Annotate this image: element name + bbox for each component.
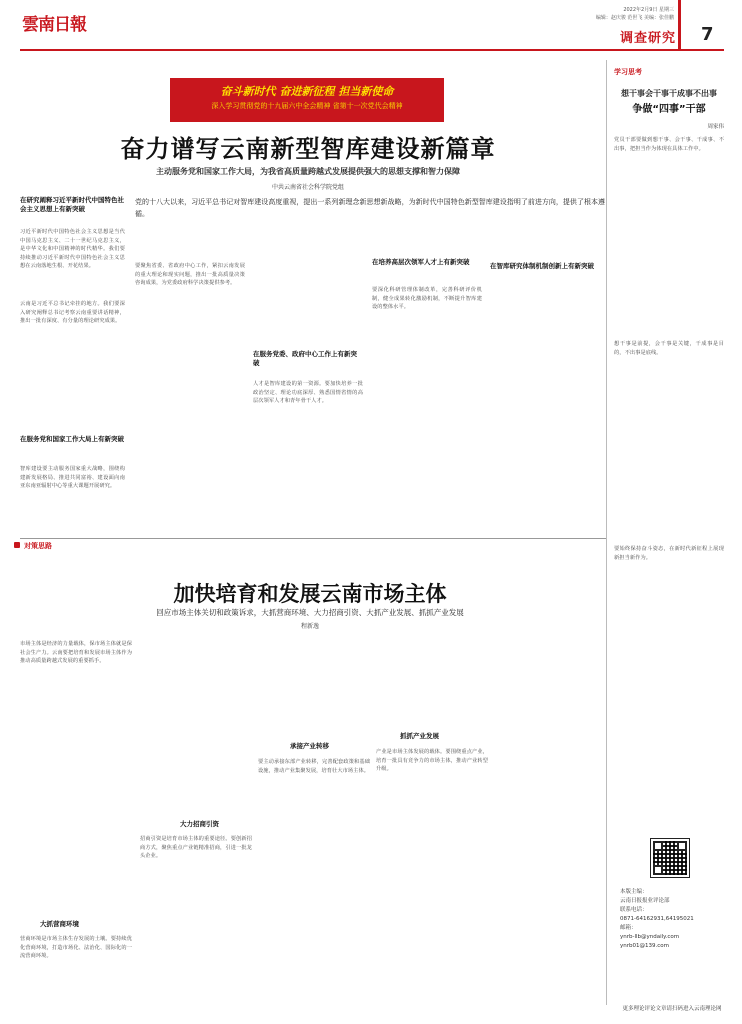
- issue-editors: 编辑：赵庆骏 范世飞 美编：张佳鹏: [595, 15, 674, 21]
- heading-1-3: 在服务党委、政府中心工作上有新突破: [253, 350, 357, 367]
- byline-2: 程新逸: [300, 623, 319, 630]
- paragraph-2-5: 产业是市场主体发展的载体。要围绕重点产业，培育一批具有竞争力的市场主体，推动产业转型升级。: [376, 749, 488, 772]
- section-accent-bar: [678, 0, 681, 50]
- paragraph-2-3: 招商引资是培育市场主体的重要途径。要创新招商方式，聚焦重点产业链精准招商，引进一批龙头企业。: [140, 836, 252, 859]
- subheadline-1: 主动服务党和国家工作大局，为我省高质量跨越式发展提供强大的思想支撑和智力保障: [156, 167, 460, 176]
- qr-corner: [653, 865, 663, 875]
- headline-1: 奋力谱写云南新型智库建设新篇章: [120, 134, 496, 163]
- heading-2-2: 大力招商引资: [180, 820, 219, 828]
- qr-corner: [653, 841, 663, 851]
- theme-banner-line2: 深入学习贯彻党的十九届六中全会精神 省第十一次党代会精神: [211, 102, 403, 110]
- heading-2-3: 承接产业转移: [290, 742, 329, 750]
- paragraph-2-2: 营商环境是市场主体生存发展的土壤。要持续优化营商环境，打造市场化、法治化、国际化的一流营商环境。: [20, 936, 132, 959]
- contact-label-phone: 联系电话：: [620, 907, 648, 913]
- sidebar-byline: 周家伟: [707, 124, 724, 130]
- sidebar-tag: 学习思考: [614, 68, 642, 76]
- heading-1-4: 在培养高层次领军人才上有新突破: [372, 258, 470, 266]
- paragraph-2-4: 要主动承接东部产业转移，完善配套政策和基础设施，推动产业集聚发展，培育壮大市场主体。: [258, 759, 370, 774]
- page-number: 7: [701, 24, 714, 45]
- sidebar-paragraph-2: 想干事是前提，会干事是关键，干成事是目的，不出事是底线。: [614, 341, 724, 356]
- theme-banner-line1: 奋斗新时代 奋进新征程 担当新使命: [220, 85, 394, 98]
- paragraph-1-6: 要深化科研管理体制改革，完善科研评价机制，健全成果转化激励机制，不断提升智库建设的整体水平。: [372, 287, 482, 310]
- heading-1-2: 在服务党和国家工作大局上有新突破: [20, 435, 124, 443]
- sidebar-title-small: 想干事会干事干成事不出事: [621, 89, 717, 98]
- contact-label-editor: 本版主编：: [620, 889, 648, 895]
- sidebar-title: 争做“四事”干部: [632, 104, 706, 115]
- paragraph-1-4: 要聚焦省委、省政府中心工作，紧扣云南发展的重大理论和现实问题，推出一批高质量决策咨询成果，为党委政府科学决策提供参考。: [135, 263, 245, 286]
- lead-paragraph: 党的十八大以来，习近平总书记对智库建设高度重视，提出一系列新理念新思想新战略，为新时代中国特色新型智库建设指明了前进方向，提供了根本遵循。: [135, 198, 605, 218]
- section-divider: [20, 538, 606, 539]
- headline-2: 加快培育和发展云南市场主体: [173, 581, 447, 606]
- subheadline-2: 回应市场主体关切和政策诉求，大抓营商环境、大力招商引资、大抓产业发展、抓抓产业发展: [156, 608, 464, 617]
- paragraph-1-1: 习近平新时代中国特色社会主义思想是当代中国马克思主义、二十一世纪马克思主义，是中华文化和中国精神的时代精华。我们要持续推动习近平新时代中国特色社会主义思想在云南落地生根、开花结果。: [20, 229, 125, 269]
- section-tag-marker: [14, 542, 20, 548]
- byline-1: 中共云南省社会科学院党组: [271, 184, 344, 191]
- qr-corner: [677, 841, 687, 851]
- sidebar-paragraph-3: 要始终保持奋斗姿态，在新时代新征程上展现新担当新作为。: [614, 546, 724, 561]
- header-rule: [20, 49, 724, 51]
- heading-2-1: 大抓营商环境: [40, 920, 79, 928]
- contact-editor: 云南日报报业评论部: [620, 898, 670, 904]
- contact-phone: 0871-64162931,64195021: [620, 916, 694, 922]
- contact-email-2[interactable]: ynrb01@139.com: [620, 943, 669, 949]
- contact-email-1[interactable]: ynrb-llb@yndaily.com: [620, 934, 680, 940]
- qr-code-icon[interactable]: [650, 838, 690, 878]
- paragraph-1-2: 云南是习近平总书记牵挂的地方。我们要深入研究阐释总书记考察云南重要讲话精神，推出一批有深度、有分量的理论研究成果。: [20, 301, 125, 324]
- contact-info: [620, 888, 724, 951]
- qr-caption: 更多理论评论文章请扫码进入云南理论网: [622, 1006, 722, 1012]
- heading-1-1: 在研究阐释习近平新时代中国特色社会主义思想上有新突破: [20, 196, 124, 213]
- heading-2-4: 抓抓产业发展: [400, 732, 439, 740]
- issue-date: 2022年2月9日 星期三: [623, 7, 674, 13]
- sidebar-paragraph-1: 党员干部要做到想干事、会干事、干成事、不出事，把担当作为体现在具体工作中。: [614, 137, 724, 152]
- section-title: 调查研究: [620, 31, 677, 46]
- heading-1-5: 在智库研究体制机制创新上有新突破: [490, 262, 594, 270]
- paragraph-2-1: 市场主体是经济的力量载体，保市场主体就是保社会生产力。云南要把培育和发展市场主体作为推动高质量跨越式发展的重要抓手。: [20, 641, 132, 664]
- paragraph-1-5: 人才是智库建设的第一资源。要加快培养一批政治坚定、理论功底深厚、熟悉国情省情的高层次领军人才和青年骨干人才。: [253, 381, 363, 404]
- contact-label-email: 邮箱：: [620, 925, 637, 931]
- newspaper-logo: 雲南日報: [22, 15, 86, 35]
- sidebar-divider: [606, 60, 607, 1005]
- paragraph-1-3: 智库建设要主动服务国家重大战略，围绕构建新发展格局、推进共同富裕、建设面向南亚东南亚辐射中心等重大课题开展研究。: [20, 466, 125, 489]
- section-tag: 对策思路: [24, 542, 52, 550]
- issue-meta: [570, 6, 674, 22]
